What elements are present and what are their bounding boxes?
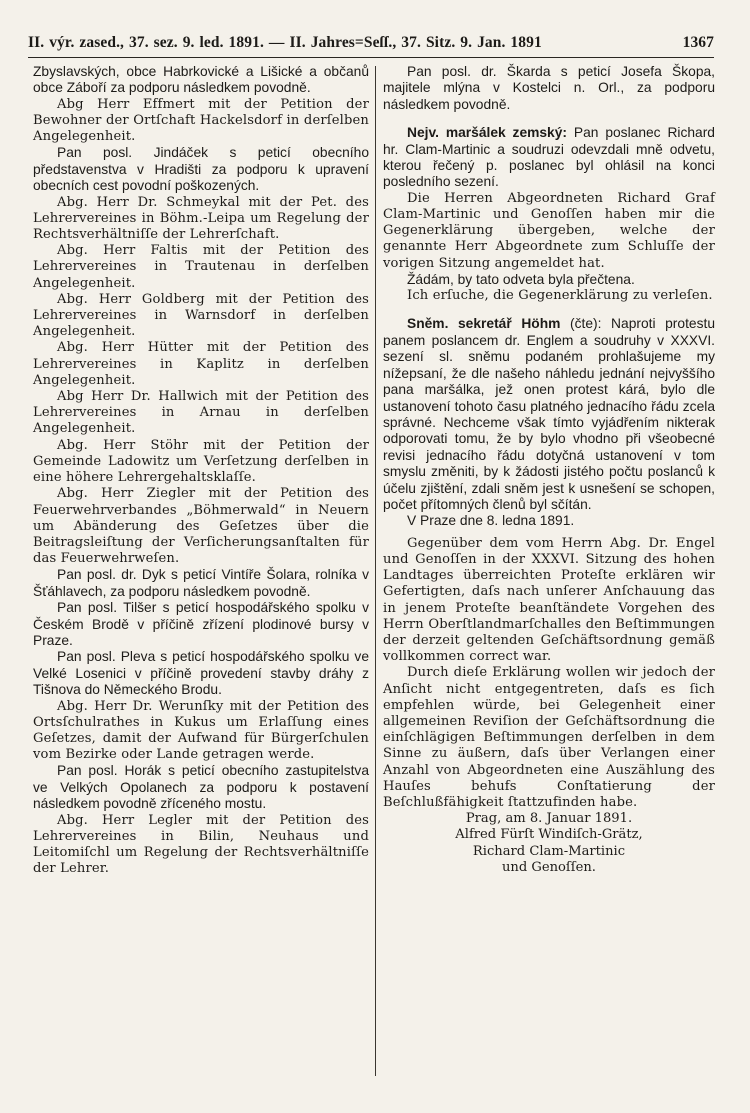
signature: Richard Clam-Martinic — [472, 843, 626, 859]
petition-paragraph: Zbyslavských, obce Habrkovické a Lišické a občanů obce Záboří za podporu následkem povodně. — [33, 64, 369, 96]
declaration-de: Durch dieſe Erklärung wollen wir jedoch der Anſicht nicht entgegentreten, daſs es ſich empfehlen würde, bei Gelegenheit einer allgemeinen Reviſion der Geſchäftsordnung die einſchlägigen Beſtimmungen derſelben in dem Sinne zu äußern, daſs über Verlangen einer Anzahl von Abgeordneten eine Auszählung des Hauſes behufs Conſtatierung der Beſchlußfähigkeit ſtattzufinden habe. — [383, 665, 715, 810]
petition-paragraph: Abg. Herr Dr. Schmeykal mit der Pet. des Lehrervereines in Böhm.-Leipa um Regelung der Rechtsverhältniſſe der Lehrerſchaft. — [33, 194, 369, 243]
left-column — [33, 64, 369, 877]
header-title: II. výr. zased., 37. sez. 9. led. 1891. — II. Jahres=Seſſ., 37. Sitz. 9. Jan. 1891 — [28, 34, 542, 51]
marshal-text-de: Die Herren Abgeordneten Richard Graf Clam-Martinic und Genoſſen haben mir die Gegenerklärung übergeben, welche der genannte Herr Abgeordnete zum Schluſſe der vorigen Sitzung angemeldet hat. — [383, 190, 715, 271]
petition-paragraph: Abg. Herr Hütter mit der Petition des Lehrervereines in Kaplitz in derſelben Angelegenheit. — [33, 340, 369, 388]
petition-paragraph: Abg. Herr Goldberg mit der Petition des Lehrervereines in Warnsdorf in derſelben Angelegenheit. — [33, 291, 369, 340]
header-rule — [28, 57, 714, 58]
petition-paragraph: Pan posl. Jindáček s peticí obecního představenstva v Hradišti za podporu k upravení obecních cest povodní poškozených. — [33, 145, 369, 194]
marshal-statement — [383, 125, 715, 191]
marshal-text-cz: Pan poslanec Richard hr. Clam-Martinic a soudruzi odevzdali mně odvetu, kterou řečený p. poslanec byl ohlásil na konci posledního sezení. — [383, 125, 715, 190]
petition-paragraph: Pan posl. Pleva s peticí hospodářského spolku ve Velké Losenici v příčině provedení stavby dráhy z Tišnova do Německého Brodu. — [33, 649, 369, 698]
running-header — [28, 34, 714, 52]
petition-paragraph: Pan posl. dr. Škarda s peticí Josefa Škopa, majitele mlýna v Kostelci n. Orl., za podporu následkem povodně. — [383, 64, 715, 112]
date-line-de: Prag, am 8. Januar 1891. — [465, 811, 633, 827]
right-column — [383, 64, 715, 876]
petition-paragraph: Abg Herr Dr. Hallwich mit der Petition des Lehrervereines in Arnau in derſelben Angelegenheit. — [33, 389, 369, 437]
page-number: 1367 — [682, 34, 714, 51]
signature: und Genoſſen. — [502, 859, 596, 875]
read-request-de: Ich erſuche, die Gegenerklärung zu verleſen. — [407, 288, 713, 304]
declaration-de: Gegenüber dem vom Herrn Abg. Dr. Engel und Genoſſen in der XXXVI. Sitzung des hohen Landtages überreichten Proteſte erklären wir Gefertigten, daſs nach unſerer Anſchauung das in jenem Proteſte beanſtändete Vorgehen des Herrn Oberſtlandmarſchalles den Beſtimmungen der derzeit geltenden Geſchäftsordnung gemäß vollkommen correct war. — [383, 535, 715, 665]
petition-paragraph: Abg. Herr Ziegler mit der Petition des Feuerwehrverbandes „Böhmerwald“ in Neuern um Abänderung des Geſetzes über die Beitragsleiſtung der Verſicherungsanſtalten für das Feuerwehrweſen. — [33, 486, 369, 567]
petition-paragraph: Abg Herr Effmert mit der Petition der Bewohner der Ortſchaft Hackelsdorf in derſelben Angelegenheit. — [33, 96, 369, 145]
petition-paragraph: Pan posl. dr. Dyk s peticí Vintíře Šolara, rolníka v Šťáhlavech, za podporu následkem povodně. — [33, 567, 369, 599]
read-request-cz: Žádám, by tato odveta byla přečtena. — [407, 271, 635, 287]
date-line-cz: V Praze dne 8. ledna 1891. — [407, 513, 575, 529]
petition-paragraph: Abg. Herr Legler mit der Petition des Lehrervereines in Bilin, Neuhaus und Leitomiſchl um Regelung der Rechtsverhältniſſe der Lehrer. — [33, 812, 369, 877]
petition-paragraph: Abg. Herr Stöhr mit der Petition der Gemeinde Ladowitz um Verſetzung derſelben in eine höhere Lehrergehaltsklaſſe. — [33, 437, 369, 486]
secretary-text: (čte): Naproti protestu panem poslancem dr. Englem a soudruhy v XXXVI. sezení sl. sněmu podaném prohlašujeme my nížepsaní, že dle našeho náhledu jednání nejvyššího pana maršálka, jež onen protest kárá, bylo dle ustanovení tohoto času platného jednacího řádu zcela správné. Nechceme však tímto vyjádřením nikterak odporovati tomu, že by bylo vhodno při všeobecné revisi jednacího řádu dotyčná ustanovení v tom smyslu změniti, by k žádosti jistého počtu poslanců k účelu zjištění, zdali sněm jest k usnešení se schopen, počet přítomných členů byl sčítán. — [383, 316, 715, 512]
signature: Alfred Fürſt Windiſch-Grätz, — [455, 827, 643, 843]
petition-paragraph: Abg. Herr Dr. Werunſky mit der Petition des Ortsſchulrathes in Kukus um Erlaſſung eines Geſetzes, damit der Aufwand für Bürgerſchulen vom Bezirke oder Lande getragen werde. — [33, 698, 369, 763]
petition-paragraph: Pan posl. Horák s peticí obecního zastupitelstva ve Velkých Opolanech za podporu k postavení následkem povodně zříceného mostu. — [33, 763, 369, 812]
secretary-reading — [383, 316, 715, 513]
column-divider — [375, 66, 376, 1076]
petition-paragraph: Pan posl. Tilšer s peticí hospodářského spolku v Českém Brodě v příčině zřízení plodinové bursy v Praze. — [33, 600, 369, 648]
speaker-name: Sněm. sekretář Höhm — [407, 316, 561, 332]
petition-paragraph: Abg. Herr Faltis mit der Petition des Lehrervereines in Trautenau in derſelben Angelegenheit. — [33, 243, 369, 291]
speaker-name: Nejv. maršálek zemský: — [407, 125, 568, 141]
